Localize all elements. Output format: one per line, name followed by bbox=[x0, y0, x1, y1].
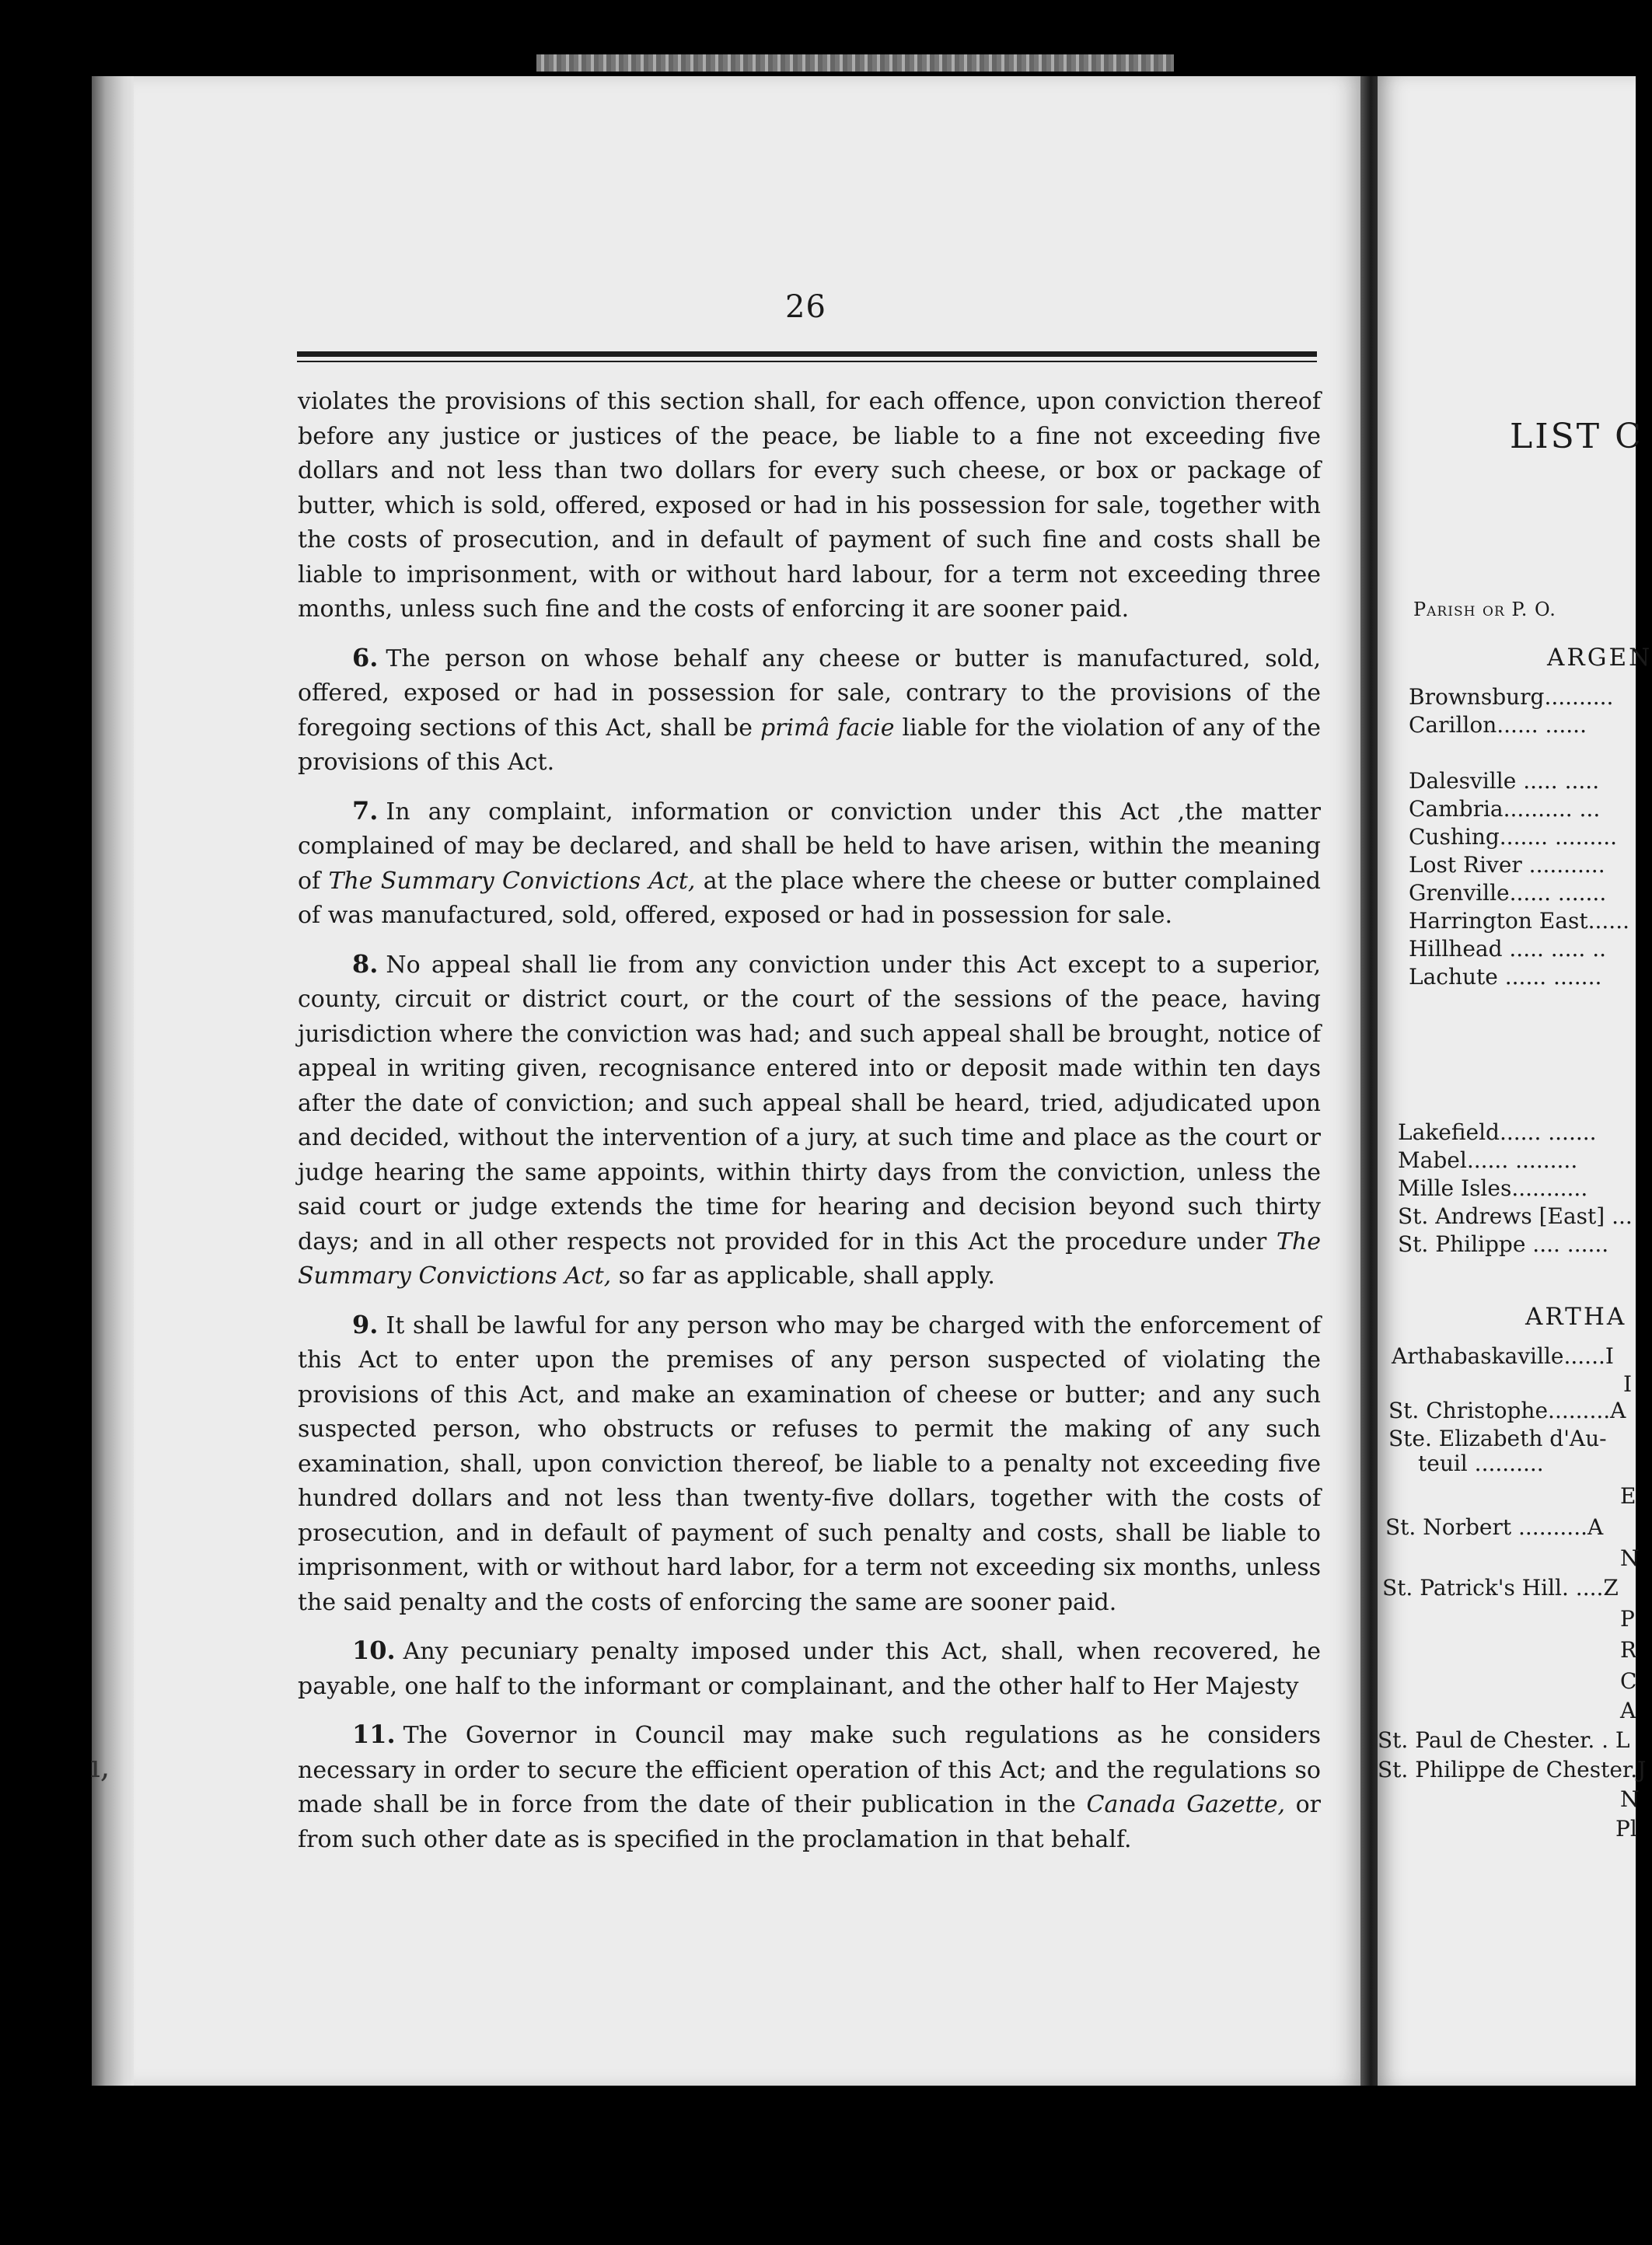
list-entry: Mille Isles........... bbox=[1398, 1175, 1588, 1201]
list-entry: Arthabaskaville......I bbox=[1392, 1343, 1614, 1369]
list-entry: I bbox=[1623, 1371, 1633, 1397]
region-heading: ARTHA bbox=[1525, 1303, 1627, 1331]
italic-phrase: Canada Gazette, bbox=[1086, 1791, 1286, 1818]
list-entry: Mabel...... ......... bbox=[1398, 1147, 1578, 1173]
section-number: 11. bbox=[352, 1720, 396, 1749]
list-entry: N bbox=[1620, 1786, 1640, 1812]
book-gutter bbox=[1360, 76, 1378, 2086]
section-8 bbox=[298, 947, 1321, 1294]
paragraph-text: Any pecuniary penalty imposed under this Act, shall, when recovered, he payable, one half to the informant or complainant, and the other half to Her Majesty bbox=[298, 1638, 1321, 1700]
paragraph-text: In any complaint, information or conviction under this Act ,the matter complained of may be declared, and shall be held to have arisen, within the meaning of bbox=[298, 798, 1321, 895]
body-text bbox=[298, 385, 1321, 1870]
list-entry: Cushing....... ......... bbox=[1409, 824, 1618, 850]
list-entry: St. Philippe de Chester.J bbox=[1378, 1757, 1647, 1782]
header-rule-thin bbox=[297, 361, 1317, 362]
paragraph-text: so far as applicable, shall apply. bbox=[611, 1262, 995, 1290]
paragraph-text: It shall be lawful for any person who may be charged with the enforcement of this Act to enter upon the premises of any person suspected of violating the provisions of this Act, and make an examination of cheese or butter; and any such suspected person, who obstructs or refuses to permit the making of any such examination, shall, upon conviction thereof, be liable to a penalty not exceeding five hundred dollars and not less than twenty-five dollars, together with the costs of prosecution, and in default of payment of such penalty and costs, shall be liable to imprisonment, with or without hard labor, for a term not exceeding six months, unless the said penalty and the costs of enforcing the same are sooner paid. bbox=[298, 1311, 1321, 1616]
list-entry: Grenville...... ....... bbox=[1409, 880, 1607, 906]
list-entry: St. Philippe .... ...... bbox=[1398, 1231, 1609, 1257]
section-number: 10. bbox=[352, 1636, 396, 1665]
section-number: 8. bbox=[352, 948, 379, 979]
section-9 bbox=[298, 1308, 1321, 1621]
list-entry: N bbox=[1620, 1545, 1640, 1571]
section-10 bbox=[298, 1633, 1321, 1704]
list-entry: Pl bbox=[1615, 1816, 1637, 1842]
list-entry: Carillon...... ...... bbox=[1409, 712, 1587, 738]
section-7 bbox=[298, 794, 1321, 934]
list-entry: Brownsburg.......... bbox=[1409, 684, 1614, 710]
list-entry: E bbox=[1620, 1483, 1636, 1509]
list-entry: St. Norbert ..........A bbox=[1385, 1514, 1604, 1540]
list-title: LIST C bbox=[1510, 417, 1643, 456]
list-entry: St. Patrick's Hill. ....Z bbox=[1382, 1575, 1619, 1601]
paragraph-text: No appeal shall lie from any conviction under this Act except to a superior, county, circuit or district court, or the court of the sessions of the peace, having jurisdiction where the conviction was had; and such appeal shall be brought, notice of appeal in writing given, recognisance entered into or deposit made within ten days after the date of conviction; and such appeal shall be heard, tried, adjudicated upon and decided, without the intervention of a jury, at such time and place as the court or judge hearing the same appoints, within thirty days from the conviction, unless the said court or judge extends the time for hearing and decision beyond such thirty days; and in all other respects not provided for in this Act the procedure under bbox=[298, 951, 1321, 1255]
list-entry: Harrington East...... bbox=[1409, 908, 1629, 934]
paragraph-continuation bbox=[298, 385, 1321, 627]
paragraph-text: The Governor in Council may make such regulations as he considers necessary in order to secure the efficient operation of this Act; and the regulations so made shall be in force from the date of their publication in the bbox=[298, 1722, 1321, 1818]
list-entry: A bbox=[1620, 1698, 1636, 1723]
list-entry: Cambria.......... ... bbox=[1409, 796, 1601, 822]
section-11 bbox=[298, 1717, 1321, 1857]
list-entry: St. Paul de Chester. . L bbox=[1378, 1727, 1630, 1753]
section-number: 6. bbox=[352, 642, 379, 672]
list-entry: C bbox=[1620, 1668, 1637, 1694]
italic-phrase: The Summary Convictions Act, bbox=[328, 867, 696, 895]
list-entry: Lachute ...... ....... bbox=[1409, 964, 1602, 990]
list-entry: Lost River ........... bbox=[1409, 852, 1605, 878]
list-entry: P bbox=[1620, 1606, 1635, 1632]
region-heading: ARGEN bbox=[1547, 644, 1652, 672]
paragraph-text: liable for the violation of any of the provisions of this Act. bbox=[298, 714, 1321, 776]
section-number: 9. bbox=[352, 1309, 379, 1339]
italic-phrase: primâ facie bbox=[760, 714, 895, 742]
paragraph-text: at the place where the cheese or butter complained of was manufactured, sold, offered, exposed or had in possession for sale. bbox=[298, 867, 1322, 929]
column-header: Parish or P. O. bbox=[1413, 599, 1556, 620]
spine-mark: ı, bbox=[90, 1749, 110, 1785]
list-entry: Lakefield...... ....... bbox=[1398, 1119, 1597, 1145]
paragraph-text: The person on whose behalf any cheese or butter is manufactured, sold, offered, exposed or had in possession for sale, contrary to the provisions of the foregoing sections of this Act, shall be bbox=[298, 644, 1321, 742]
list-entry: Ste. Elizabeth d'Au- bbox=[1388, 1426, 1607, 1451]
right-page bbox=[1378, 76, 1652, 2086]
list-entry: Hillhead ..... ..... .. bbox=[1409, 936, 1607, 962]
list-entry: R bbox=[1620, 1637, 1637, 1663]
scan-edge-strip bbox=[536, 54, 1174, 72]
section-number: 7. bbox=[352, 795, 379, 826]
italic-phrase: The Summary Convictions Act, bbox=[298, 1227, 1321, 1290]
list-entry: St. Andrews [East] ... bbox=[1398, 1203, 1633, 1229]
header-rule-thick bbox=[297, 351, 1317, 357]
paragraph-text: or from such other date as is specified in the proclamation in that behalf. bbox=[298, 1791, 1321, 1853]
list-entry: St. Christophe.........A bbox=[1388, 1398, 1626, 1423]
page-number: 26 bbox=[785, 289, 826, 325]
list-entry: Dalesville ..... ..... bbox=[1409, 768, 1600, 794]
section-6 bbox=[298, 641, 1321, 780]
list-entry: teuil .......... bbox=[1418, 1451, 1544, 1476]
paragraph-text: violates the provisions of this section shall, for each offence, upon conviction thereof before any justice or justices of the peace, be liable to a fine not exceeding five dollars and not less than two dollars for every such cheese, or box or package of butter, which is sold, offered, exposed or had in his possession for sale, together with the costs of prosecution, and in default of payment of such fine and costs shall be liable to imprisonment, with or without hard labour, for a term not exceeding three months, unless such fine and the costs of enforcing it are sooner paid. bbox=[298, 388, 1321, 623]
